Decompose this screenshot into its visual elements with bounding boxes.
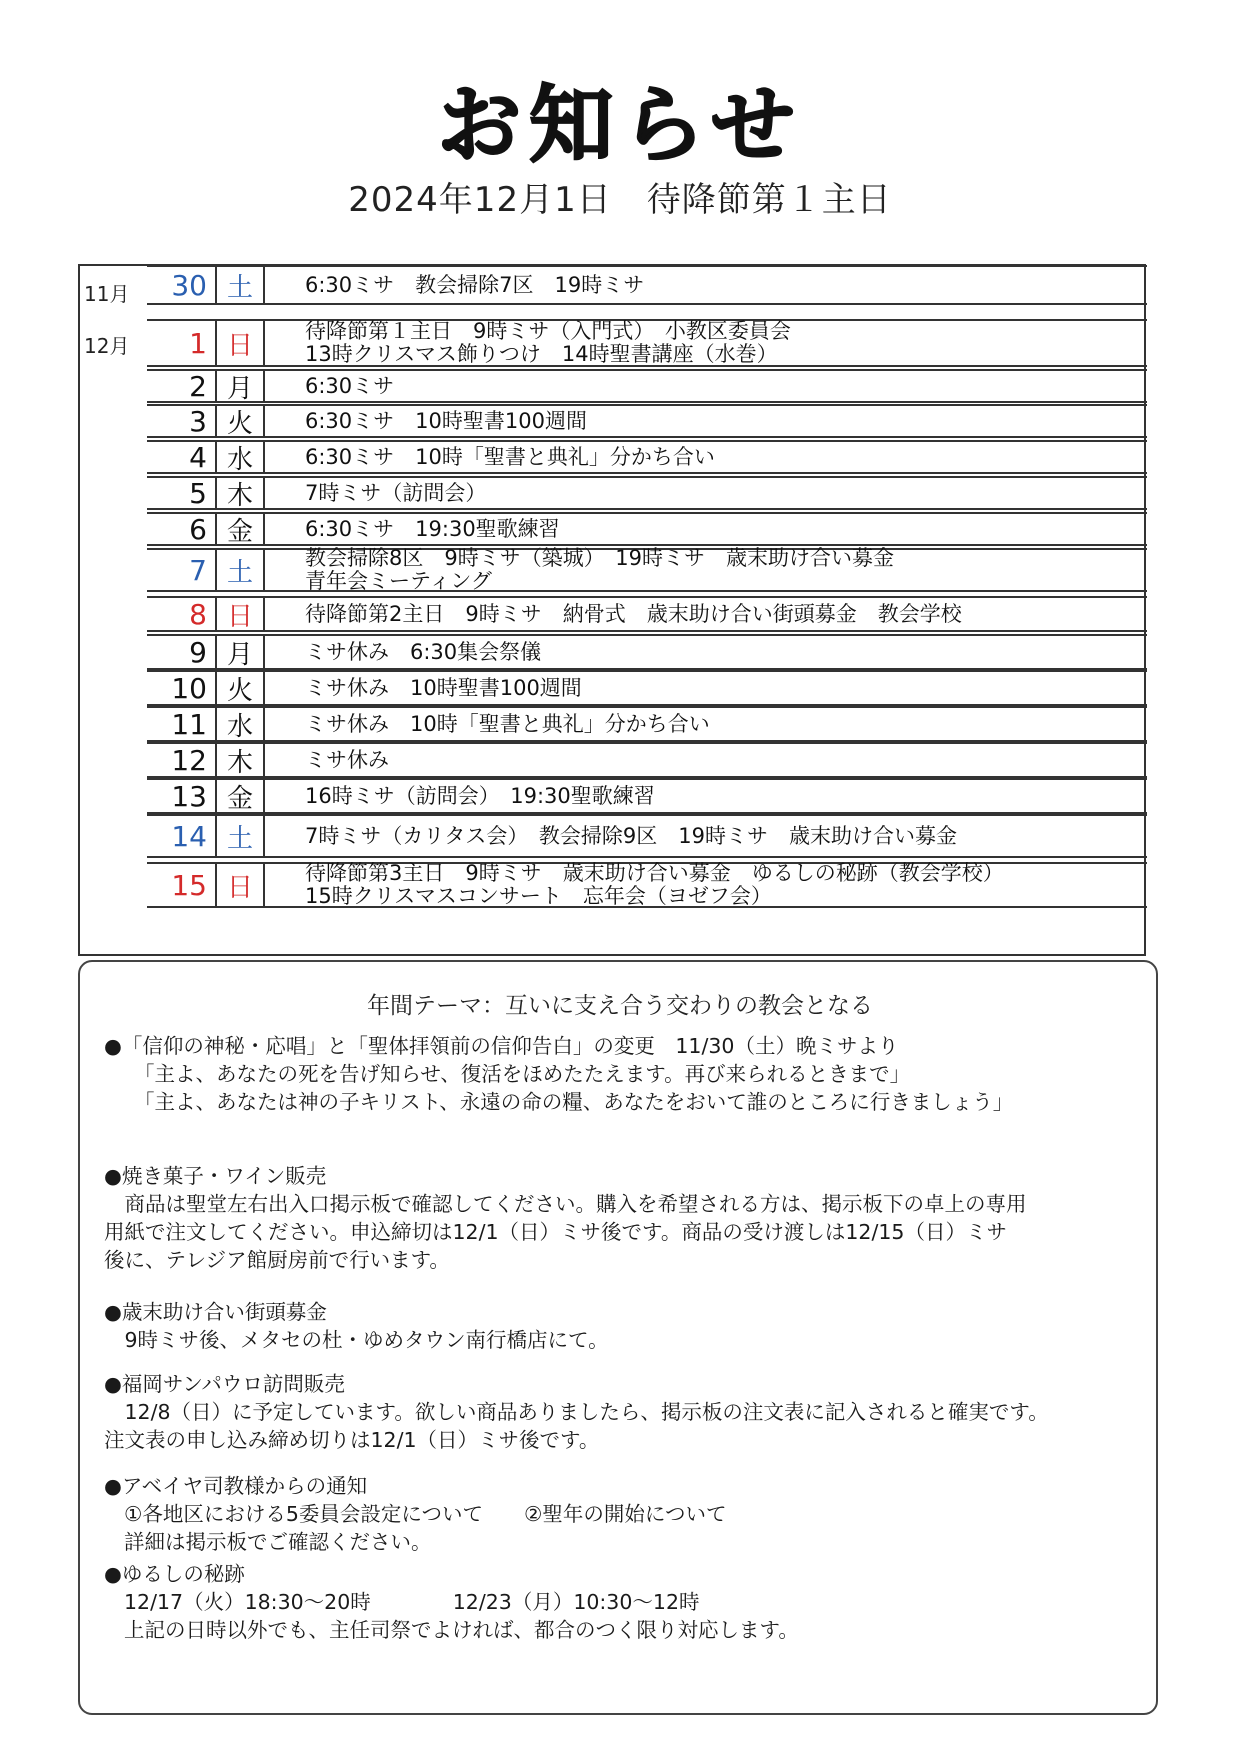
weekday: 水	[217, 708, 265, 740]
month-label-december: 12月	[84, 334, 130, 358]
event-text	[305, 598, 1141, 630]
weekday: 月	[217, 371, 265, 401]
day-number: 5	[147, 478, 217, 508]
event-line: 6:30ミサ 19:30聖歌練習	[305, 516, 560, 541]
event-line: 6:30ミサ	[305, 373, 395, 398]
day-number: 3	[147, 406, 217, 436]
calendar-row	[147, 742, 1147, 778]
event-text	[305, 267, 1141, 303]
event-text	[305, 442, 1141, 472]
event-text	[305, 780, 1141, 812]
notice-line: 9時ミサ後、メタセの杜・ゆめタウン南行橋店にて。	[104, 1328, 609, 1352]
notice-heading: ●焼き菓子・ワイン販売	[104, 1164, 327, 1188]
weekday: 日	[217, 864, 265, 906]
calendar-row	[147, 440, 1147, 474]
weekday: 木	[217, 478, 265, 508]
weekday: 水	[217, 442, 265, 472]
event-line: 7時ミサ（訪問会）	[305, 480, 487, 505]
weekday: 土	[217, 550, 265, 590]
event-line: 13時クリスマス飾りつけ 14時聖書講座（水巻）	[305, 342, 778, 366]
day-number: 9	[147, 636, 217, 668]
day-number: 11	[147, 708, 217, 740]
notice-line: 「主よ、あなたは神の子キリスト、永遠の命の糧、あなたをおいて誰のところに行きましょう」	[134, 1090, 1014, 1114]
day-number: 14	[147, 816, 217, 856]
day-number: 13	[147, 780, 217, 812]
annual-theme: 年間テーマ：互いに支え合う交わりの教会となる	[367, 993, 873, 1019]
calendar-row	[147, 319, 1147, 367]
event-text	[305, 371, 1141, 401]
notice-heading: ●「信仰の神秘・応唱」と「聖体拝領前の信仰告白」の変更 11/30（土）晩ミサより	[104, 1034, 899, 1058]
notice-section	[104, 1298, 1134, 1354]
event-line: 7時ミサ（カリタス会） 教会掃除9区 19時ミサ 歳末助け合い募金	[305, 823, 957, 848]
notice-section	[104, 1472, 1134, 1556]
calendar-row	[147, 404, 1147, 438]
calendar-row	[147, 369, 1147, 403]
calendar-row	[147, 265, 1147, 305]
calendar-row	[147, 512, 1147, 546]
weekday: 土	[217, 816, 265, 856]
weekday: 金	[217, 514, 265, 544]
day-number: 15	[147, 864, 217, 906]
weekday: 土	[217, 267, 265, 303]
event-text	[305, 636, 1141, 668]
event-text	[305, 546, 1141, 593]
event-line: ミサ休み 10時「聖書と典礼」分かち合い	[305, 711, 710, 736]
day-number: 6	[147, 514, 217, 544]
event-line: ミサ休み	[305, 747, 389, 772]
day-number: 4	[147, 442, 217, 472]
day-number: 7	[147, 550, 217, 590]
notice-line: 詳細は掲示板でご確認ください。	[124, 1530, 432, 1554]
notice-section	[104, 1162, 1134, 1274]
event-line: 待降節第１主日 9時ミサ（入門式） 小教区委員会	[305, 319, 791, 343]
event-line: 6:30ミサ 教会掃除7区 19時ミサ	[305, 272, 645, 297]
event-line: 6:30ミサ 10時聖書100週間	[305, 408, 587, 433]
day-number: 10	[147, 672, 217, 704]
day-number: 30	[147, 267, 217, 303]
event-text	[305, 406, 1141, 436]
notice-heading: ●歳末助け合い街頭募金	[104, 1300, 327, 1324]
notice-line: 「主よ、あなたの死を告げ知らせ、復活をほめたたえます。再び来られるときまで」	[134, 1062, 911, 1086]
calendar-row	[147, 706, 1147, 742]
notice-heading: ●ゆるしの秘跡	[104, 1562, 245, 1586]
weekday: 金	[217, 780, 265, 812]
weekday: 日	[217, 598, 265, 630]
day-number: 2	[147, 371, 217, 401]
notice-line: 用紙で注文してください。申込締切は12/1（日）ミサ後です。商品の受け渡しは12/15（日）ミサ	[104, 1220, 1007, 1244]
calendar-row	[147, 778, 1147, 814]
page-title: お知らせ	[437, 76, 803, 174]
calendar-row	[147, 634, 1147, 670]
notice-section	[104, 1032, 1134, 1116]
notice-line: 上記の日時以外でも、主任司祭でよければ、都合のつく限り対応します。	[124, 1618, 799, 1642]
event-line: 6:30ミサ 10時「聖書と典礼」分かち合い	[305, 444, 715, 469]
notice-section	[104, 1560, 1134, 1644]
event-line: 待降節第3主日 9時ミサ 歳末助け合い募金 ゆるしの秘跡（教会学校）	[305, 861, 1004, 885]
day-number: 12	[147, 744, 217, 776]
notice-line: ①各地区における5委員会設定について ②聖年の開始について	[124, 1502, 727, 1526]
notice-line: 注文表の申し込み締め切りは12/1（日）ミサ後です。	[104, 1428, 600, 1452]
notice-line: 商品は聖堂左右出入口掲示板で確認してください。購入を希望される方は、掲示板下の卓上の専用	[104, 1192, 1027, 1216]
event-line: ミサ休み 6:30集会祭儀	[305, 639, 542, 664]
calendar-row	[147, 596, 1147, 632]
notice-line: 12/17（火）18:30～20時 12/23（月）10:30～12時	[124, 1590, 700, 1614]
event-text	[305, 478, 1141, 508]
weekday: 木	[217, 744, 265, 776]
calendar-row	[147, 670, 1147, 706]
calendar-row	[147, 548, 1147, 592]
calendar-row	[147, 862, 1147, 908]
event-line: 青年会ミーティング	[305, 569, 492, 593]
notice-line: 後に、テレジア館厨房前で行います。	[104, 1248, 450, 1272]
calendar-row	[147, 476, 1147, 510]
weekday: 火	[217, 672, 265, 704]
weekday: 日	[217, 321, 265, 365]
event-text	[305, 321, 1141, 365]
notice-line: 12/8（日）に予定しています。欲しい商品ありましたら、掲示板の注文表に記入されると確実です。	[104, 1400, 1049, 1424]
notice-heading: ●福岡サンパウロ訪問販売	[104, 1372, 345, 1396]
event-text	[305, 816, 1141, 856]
weekday: 火	[217, 406, 265, 436]
event-line: 待降節第2主日 9時ミサ 納骨式 歳末助け合い街頭募金 教会学校	[305, 601, 962, 626]
page-subtitle: 2024年12月1日 待降節第１主日	[348, 180, 892, 220]
day-number: 1	[147, 321, 217, 365]
month-label-november: 11月	[84, 282, 130, 306]
event-text	[305, 744, 1141, 776]
event-line: 15時クリスマスコンサート 忘年会（ヨゼフ会）	[305, 884, 772, 908]
event-text	[305, 672, 1141, 704]
event-line: ミサ休み 10時聖書100週間	[305, 675, 582, 700]
event-line: 16時ミサ（訪問会） 19:30聖歌練習	[305, 783, 655, 808]
notice-heading: ●アベイヤ司教様からの通知	[104, 1474, 368, 1498]
calendar-row	[147, 814, 1147, 858]
event-text	[305, 708, 1141, 740]
notice-section	[104, 1370, 1134, 1454]
weekday: 月	[217, 636, 265, 668]
event-text	[305, 514, 1141, 544]
event-line: 教会掃除8区 9時ミサ（築城） 19時ミサ 歳末助け合い募金	[305, 546, 894, 570]
day-number: 8	[147, 598, 217, 630]
event-text	[305, 861, 1141, 908]
